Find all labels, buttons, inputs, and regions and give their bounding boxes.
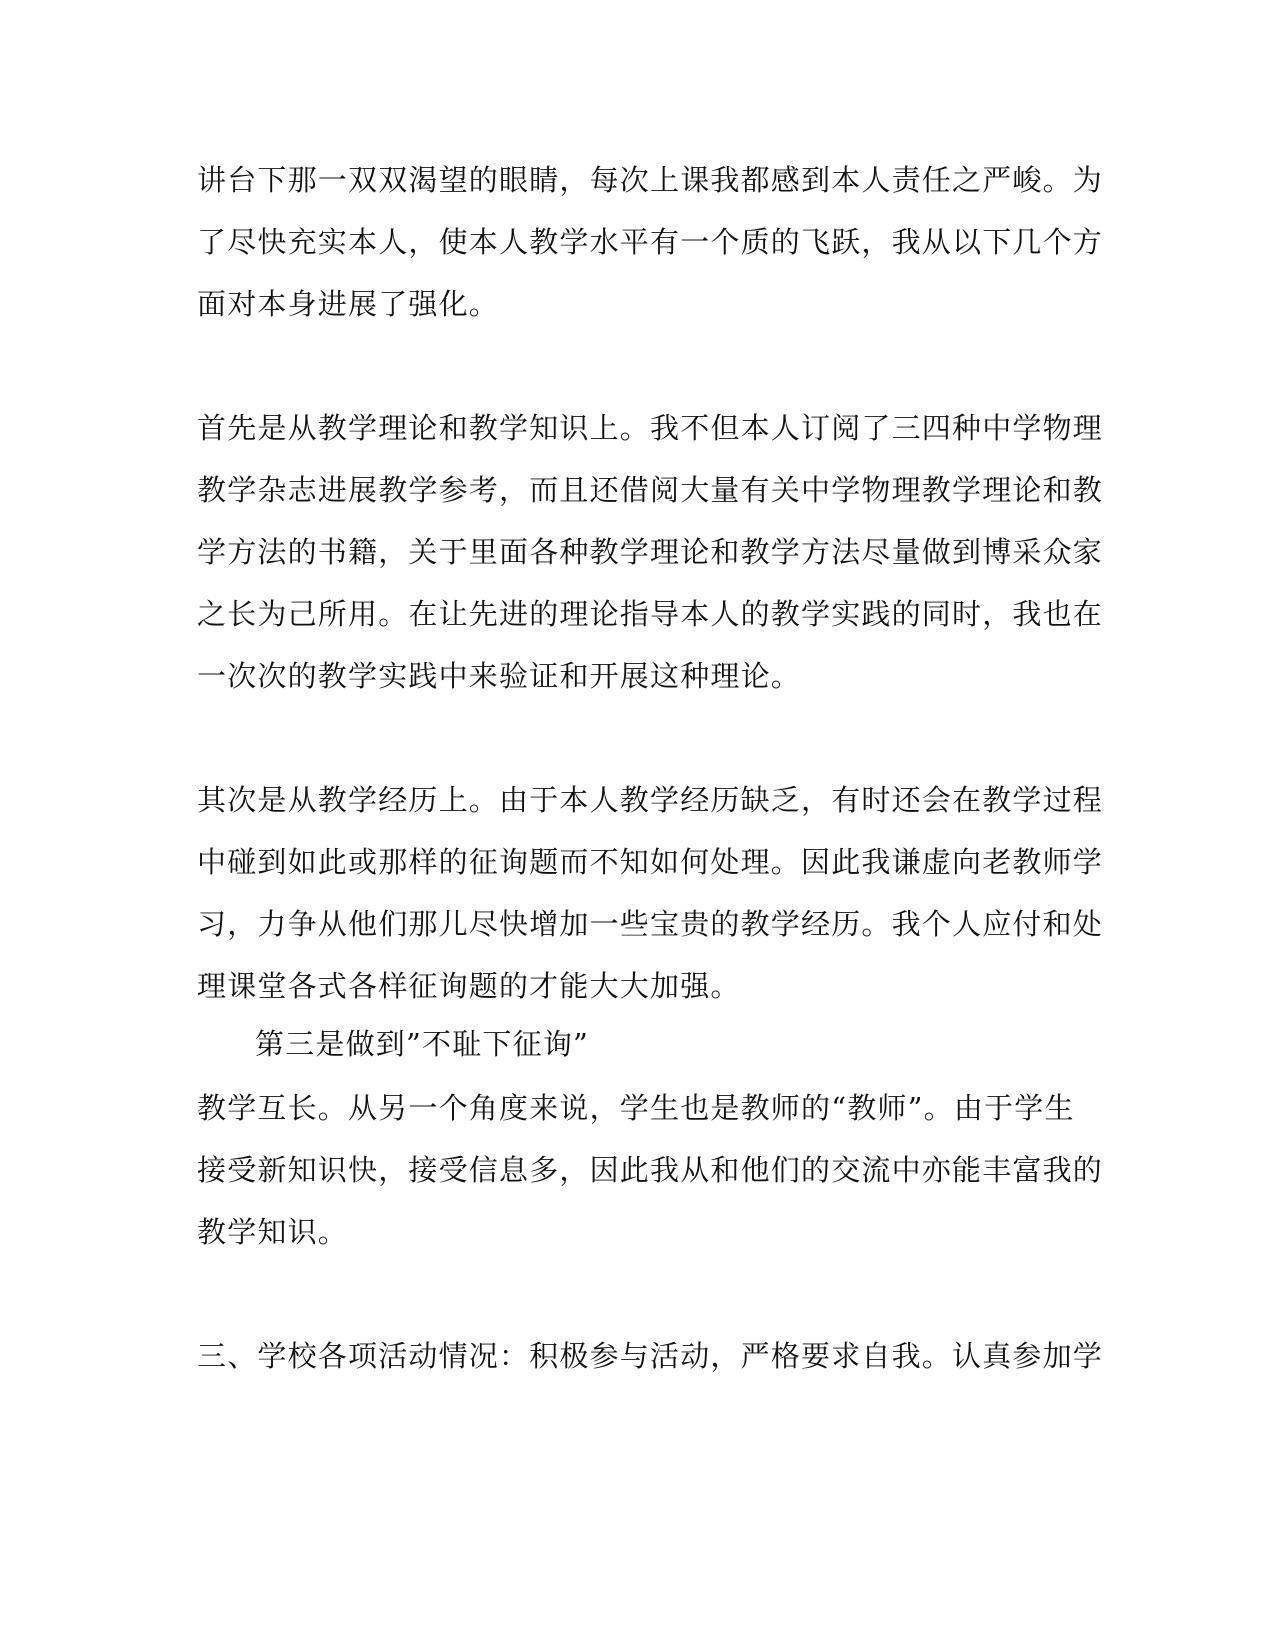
text-line: 三、学校各项活动情况：积极参与活动，严格要求自我。认真参加学	[197, 1339, 1104, 1373]
text-line: 理课堂各式各样征询题的才能大大加强。	[197, 969, 741, 1003]
text-line: 学方法的书籍，关于里面各种教学理论和教学方法尽量做到博采众家	[197, 535, 1104, 569]
text-line: 首先是从教学理论和教学知识上。我不但本人订阅了三四种中学物理	[197, 411, 1104, 445]
text-line: 了尽快充实本人，使本人教学水平有一个质的飞跃，我从以下几个方	[197, 225, 1104, 259]
text-line: 讲台下那一双双渴望的眼睛，每次上课我都感到本人责任之严峻。为	[197, 163, 1104, 197]
text-line: 接受新知识快，接受信息多，因此我从和他们的交流中亦能丰富我的	[197, 1153, 1104, 1187]
text-line: 教学互长。从另一个角度来说，学生也是教师的“教师”。由于学生	[197, 1091, 1075, 1125]
text-line: 习，力争从他们那儿尽快增加一些宝贵的教学经历。我个人应付和处	[197, 907, 1104, 941]
text-line: 其次是从教学经历上。由于本人教学经历缺乏，有时还会在教学过程	[197, 783, 1104, 817]
text-line: 教学杂志进展教学参考，而且还借阅大量有关中学物理教学理论和教	[197, 473, 1104, 507]
text-line: 一次次的教学实践中来验证和开展这种理论。	[197, 659, 802, 693]
text-line: 教学知识。	[197, 1215, 349, 1249]
text-line: 中碰到如此或那样的征询题而不知如何处理。因此我谦虚向老教师学	[197, 845, 1104, 879]
text-line: 之长为己所用。在让先进的理论指导本人的教学实践的同时，我也在	[197, 597, 1104, 631]
text-line: 面对本身进展了强化。	[197, 287, 500, 321]
paragraph-heading: 第三是做到”不耻下征询”	[255, 1027, 590, 1061]
